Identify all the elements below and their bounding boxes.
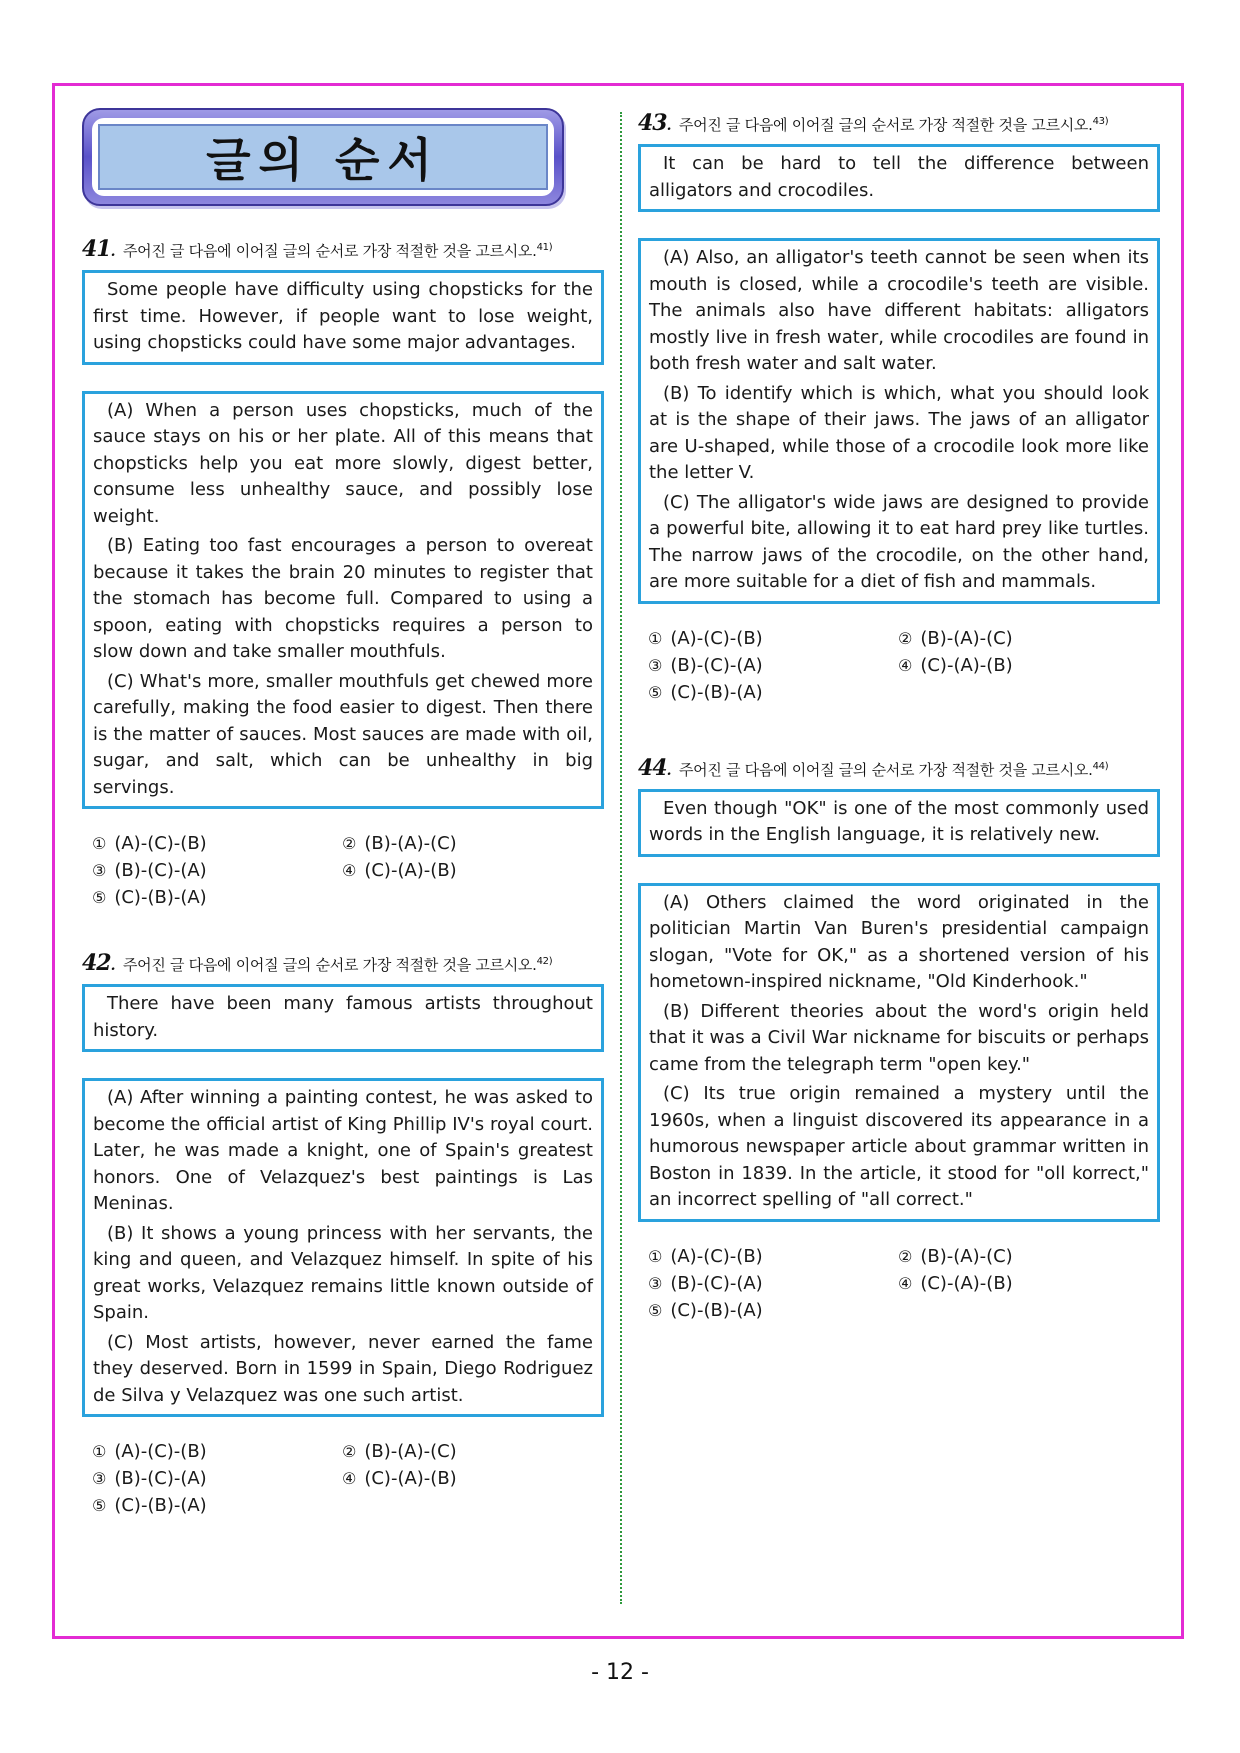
intro-text: It can be hard to tell the difference between alligators and crocodiles.	[649, 153, 1149, 201]
question-header: 42. 주어진 글 다음에 이어질 글의 순서로 가장 적절한 것을 고르시오.$^{42)}$	[82, 950, 553, 976]
paragraph-a: (A) Also, an alligator's teeth cannot be seen when its mouth is closed, while a crocodile's teeth are visible. The animals also have different habitats: alligators mostly live in fresh water, while crocodiles are found in both fresh water and salt water.	[649, 247, 1149, 374]
choice-1[interactable]: ① (A)-(C)-(B)	[92, 1441, 207, 1462]
choice-3[interactable]: ③ (B)-(C)-(A)	[648, 1272, 763, 1294]
answer-choices	[92, 831, 604, 910]
section-title-banner	[82, 108, 564, 206]
given-passage	[82, 270, 604, 365]
ordering-passages	[638, 883, 1160, 1222]
question-number: 43	[638, 110, 667, 136]
paragraph-c: (C) Its true origin remained a mystery until the 1960s, when a linguist discovered its appearance in a humorous newspaper article about grammar written in Boston in 1839. In the article, it stood for "oll korrect," an incorrect spelling of "all correct."	[649, 1083, 1149, 1210]
paragraph-b: (B) To identify which is which, what you should look at is the shape of their jaws. The jaws of an alligator are U-shaped, while those of a crocodile look more like the letter V.	[649, 382, 1149, 483]
choice-5[interactable]: ⑤ (C)-(B)-(A)	[648, 1299, 763, 1321]
question-44	[638, 755, 1160, 1323]
right-column	[638, 110, 1160, 1323]
section-title: 글의 순서	[206, 133, 440, 187]
left-column	[82, 108, 604, 1518]
question-number: 44	[638, 754, 667, 781]
choice-4[interactable]: ④ (C)-(A)-(B)	[898, 654, 1013, 676]
choice-1[interactable]: ① (A)-(C)-(B)	[92, 833, 207, 854]
question-42	[82, 950, 604, 1518]
paragraph-a: (A) Others claimed the word originated in the politician Martin Van Buren's presidential campaign slogan, "Vote for OK," as a shortened version of his hometown-inspired nickname, "Old Kinderhook."	[649, 891, 1149, 992]
intro-text: Even though "OK" is one of the most commonly used words in the English language, it is relatively new.	[649, 797, 1149, 845]
paragraph-b: (B) Eating too fast encourages a person to overeat because it takes the brain 20 minutes to register that the stomach has become full. Compared to using a spoon, eating with chopsticks requires a person to slow down and take smaller mouthfuls.	[93, 535, 593, 662]
ordering-passages	[82, 1078, 604, 1417]
footnote-marker: 41)	[536, 242, 553, 253]
choice-1[interactable]: ① (A)-(C)-(B)	[648, 1245, 763, 1267]
choice-2[interactable]: ② (B)-(A)-(C)	[898, 627, 1013, 649]
paragraph-b: (B) Different theories about the word's origin held that it was a Civil War nickname for biscuits or perhaps came from the telegraph term "open key."	[649, 1000, 1149, 1075]
question-instruction: 주어진 글 다음에 이어질 글의 순서로 가장 적절한 것을 고르시오.	[122, 242, 537, 260]
question-header: 44. 주어진 글 다음에 이어질 글의 순서로 가장 적절한 것을 고르시오.$^{44)}$	[638, 754, 1109, 781]
question-instruction: 주어진 글 다음에 이어질 글의 순서로 가장 적절한 것을 고르시오.	[678, 116, 1093, 134]
given-passage	[638, 789, 1160, 857]
question-41	[82, 236, 604, 910]
choice-4[interactable]: ④ (C)-(A)-(B)	[342, 860, 457, 881]
question-instruction: 주어진 글 다음에 이어질 글의 순서로 가장 적절한 것을 고르시오.	[678, 760, 1093, 779]
paragraph-c: (C) The alligator's wide jaws are designed to provide a powerful bite, allowing it to eat hard prey like turtles. The narrow jaws of the crocodile, on the other hand, are more suitable for a diet of fish and mammals.	[649, 491, 1149, 592]
question-43	[638, 110, 1160, 705]
choice-5[interactable]: ⑤ (C)-(B)-(A)	[92, 1495, 207, 1516]
intro-text: Some people have difficulty using chopsticks for the first time. However, if people want to lose weight, using chopsticks could have some major advantages.	[93, 279, 593, 353]
answer-choices	[648, 1244, 1160, 1323]
paragraph-c: (C) Most artists, however, never earned the fame they deserved. Born in 1599 in Spain, Diego Rodriguez de Silva y Velazquez was one such artist.	[93, 1331, 593, 1406]
question-header: 41. 주어진 글 다음에 이어질 글의 순서로 가장 적절한 것을 고르시오.$^{41)}$	[82, 236, 553, 262]
footnote-marker: 42)	[536, 956, 553, 967]
choice-4[interactable]: ④ (C)-(A)-(B)	[898, 1272, 1013, 1294]
choice-2[interactable]: ② (B)-(A)-(C)	[342, 1441, 457, 1462]
choice-4[interactable]: ④ (C)-(A)-(B)	[342, 1468, 457, 1489]
answer-choices	[92, 1439, 604, 1518]
choice-5[interactable]: ⑤ (C)-(B)-(A)	[92, 887, 207, 908]
ordering-passages	[82, 391, 604, 810]
given-passage	[638, 144, 1160, 212]
column-divider	[620, 112, 622, 1604]
question-number: 41	[82, 236, 111, 262]
paragraph-a: (A) When a person uses chopsticks, much of the sauce stays on his or her plate. All of this means that chopsticks help you eat more slowly, digest better, consume less unhealthy sauce, and possibly lose weight.	[93, 399, 593, 527]
choice-2[interactable]: ② (B)-(A)-(C)	[898, 1245, 1013, 1267]
intro-text: There have been many famous artists throughout history.	[93, 993, 593, 1041]
choice-2[interactable]: ② (B)-(A)-(C)	[342, 833, 457, 854]
page-number: - 12 -	[591, 1660, 649, 1685]
ordering-passages	[638, 238, 1160, 604]
choice-1[interactable]: ① (A)-(C)-(B)	[648, 627, 763, 649]
question-header: 43. 주어진 글 다음에 이어질 글의 순서로 가장 적절한 것을 고르시오.$^{43)}$	[638, 110, 1109, 136]
paragraph-c: (C) What's more, smaller mouthfuls get chewed more carefully, making the food easier to digest. Then there is the matter of sauces. Most sauces are made with oil, sugar, and salt, which can be unhealthy in big servings.	[93, 670, 593, 798]
choice-3[interactable]: ③ (B)-(C)-(A)	[92, 1468, 207, 1489]
choice-3[interactable]: ③ (B)-(C)-(A)	[648, 654, 763, 676]
question-number: 42	[82, 950, 111, 976]
paragraph-a: (A) After winning a painting contest, he was asked to become the official artist of King Phillip IV's royal court. Later, he was made a knight, one of Spain's greatest honors. One of Velazquez's best paintings is Las Meninas.	[93, 1087, 593, 1214]
choice-5[interactable]: ⑤ (C)-(B)-(A)	[648, 681, 763, 703]
footnote-marker: 43)	[1092, 116, 1109, 127]
footnote-marker: 44)	[1092, 760, 1109, 772]
question-instruction: 주어진 글 다음에 이어질 글의 순서로 가장 적절한 것을 고르시오.	[122, 956, 537, 974]
given-passage	[82, 984, 604, 1052]
choice-3[interactable]: ③ (B)-(C)-(A)	[92, 860, 207, 881]
answer-choices	[648, 626, 1160, 705]
paragraph-b: (B) It shows a young princess with her servants, the king and queen, and Velazquez himself. In spite of his great works, Velazquez remains little known outside of Spain.	[93, 1222, 593, 1323]
